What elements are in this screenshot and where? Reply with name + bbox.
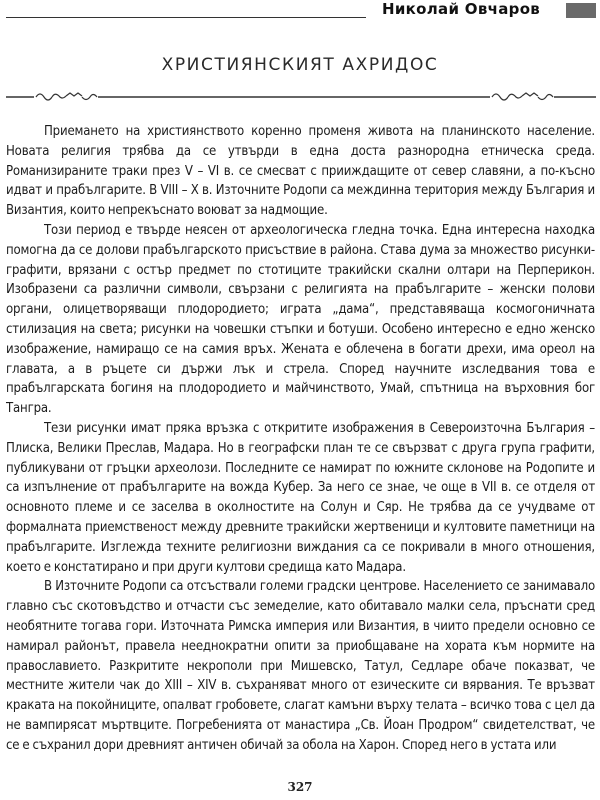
running-head-rule bbox=[6, 17, 366, 18]
divider-ornament-icon bbox=[0, 88, 600, 108]
title-ornament-divider bbox=[0, 88, 600, 108]
running-head-author: Николай Овчаров bbox=[382, 0, 541, 18]
page-corner-tab bbox=[566, 3, 596, 18]
body-text bbox=[6, 122, 595, 756]
right-scroll-ornament bbox=[492, 93, 553, 100]
paragraph: Този период е твърде неясен от археологическа гледна точка. Една интересна находка помогна да се долови прабългарското присъствие в района. Става дума за множество рисунки-графити, врязани с остър предмет по стотиците тракийски скални олтари на Перперикон. Изобразени са различни символи, свързани с религията на прабългарите – женски полови органи, олицетворяващи плодородието; играта „дама“, представяваща космогоничната стилизация на света; рисунки на човешки стъпки и ботуши. Особено интересно е едно женско изображение, намиращо се на самия връх. Жената е облечена в богати дрехи, има ореол на главата, а в ръцете си държи лък и стрела. Според научните изследвания това е прабългарската богиня на плодородието и майчинството, Умай, спътница на върховния бог Тангра. bbox=[6, 222, 595, 417]
page-number: 327 bbox=[287, 780, 313, 794]
paragraph: Тези рисунки имат пряка връзка с откритите изображения в Североизточна България – Плиска, Велики Преслав, Мадара. Но в географски план те се свързват с друга група графити, публикувани от гръцки археолози. Последните се намират по южните склонове на Родопите и са изпълнение от прабългарите на вожда Кубер. За него се знае, че още в VII в. се отделя от основното племе и се заселва в околностите на Солун и Сяр. Не трябва да се учудваме от формалната приемственост между древните тракийски жертвеници и култовите паметници на прабългарите. Изглежда техните религиозни виждания са се покривали в много отношения, което е констатирано и при други култови средища като Мадара. bbox=[6, 420, 595, 575]
paragraph: Приемането на християнството коренно променя живота на планинското население. Новата религия трябва да се утвърди в една доста разнородна етническа среда. Романизираните траки през V – VI в. се смесват с прииждащите от север славяни, а по-късно идват и прабългарите. В VIII – X в. Източните Родопи са междинна територия между България и Византия, които непрекъснато воюват за надмощие. bbox=[6, 124, 595, 219]
left-scroll-ornament bbox=[36, 93, 97, 100]
paragraph: В Източните Родопи са отсъствали големи градски центрове. Населението се занимавало главно със скотовъдство и отчасти със земеделие, като обитавало малки села, пръснати сред необятните тогава гори. Източната Римска империя или Византия, в чиито предели основно се намирал районът, правела нееднократни опити за приобщаване на хората към нормите на православието. Разкритите некрополи при Мишевско, Татул, Седларе обаче показват, че местните жители чак до XIII – XIV в. съхраняват много от езическите си вярвания. Те връзват краката на покойниците, опалват гробовете, слагат камъни върху телата – всичко това с цел да не вампирясат мъртвците. Погребенията от манастира „Св. Йоан Продром“ свидетелстват, че се е съхранил дори древният античен обичай за обола на Харон. Според него в устата или bbox=[6, 579, 595, 753]
chapter-title: ХРИСТИЯНСКИЯТ АХРИДОС bbox=[161, 55, 439, 76]
running-head bbox=[0, 0, 600, 24]
